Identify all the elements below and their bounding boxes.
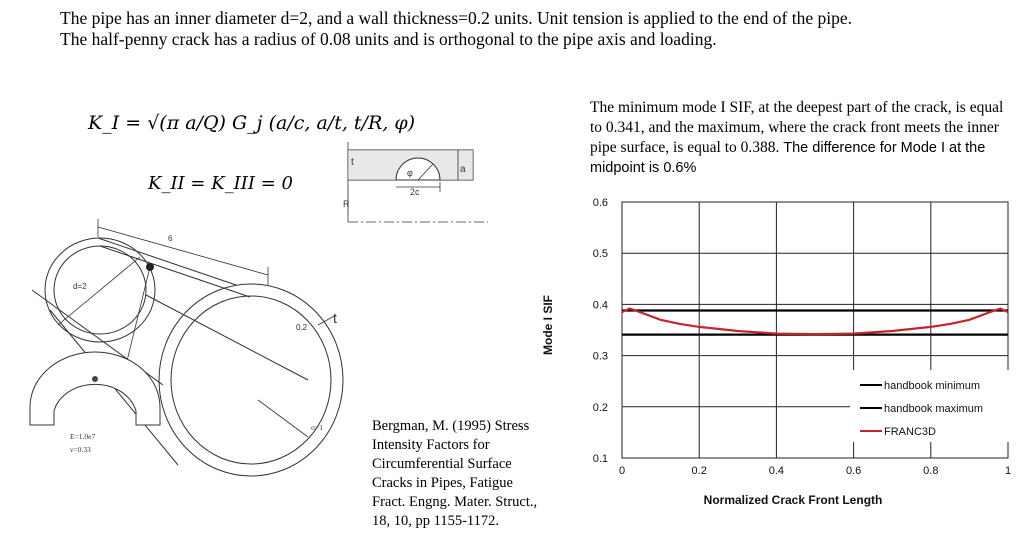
pipe-thickness-label: 0.2 xyxy=(296,323,308,332)
results-note-sans: The difference for Mode I at the midpoint is 0.6% xyxy=(590,140,986,176)
y-tick-label: 0.1 xyxy=(592,453,608,465)
reference-line-4: Cracks in Pipes, Fatigue xyxy=(372,475,513,491)
reference-line-6: 18, 10, pp 1155-1172. xyxy=(372,513,500,529)
equation-k1: K_I = √(π a/Q) G_j (a/c, a/t, t/R, φ) xyxy=(88,112,416,134)
reference-line-5: Fract. Engng. Mater. Struct., xyxy=(372,494,538,510)
pipe-model-drawing xyxy=(18,215,368,535)
x-tick-label: 0.4 xyxy=(768,465,785,477)
x-tick-label: 1 xyxy=(1004,465,1012,477)
poisson-label: ν=0.33 xyxy=(70,445,91,454)
x-tick-label: 0 xyxy=(618,465,626,477)
sketch-label-a: a xyxy=(460,164,466,175)
x-tick-label: 0.6 xyxy=(845,465,862,477)
sketch-label-t: t xyxy=(351,157,354,168)
equation-k2: K_II = K_III = 0 xyxy=(148,173,293,194)
results-note-serif: The minimum mode I SIF, at the deepest part of the crack, is equal to 0.341, and the maximum, where the crack front meets the inner pipe surface, is equal to 0.388. xyxy=(590,99,1004,156)
pipe-length-label: 6 xyxy=(168,234,173,243)
sigma-label: σ=1 xyxy=(311,423,324,432)
results-note xyxy=(590,98,1015,178)
chart-legend xyxy=(850,370,1010,442)
pipe-t-label: t xyxy=(333,310,337,326)
legend-label: FRANC3D xyxy=(884,426,936,438)
intro-line-1: The pipe has an inner diameter d=2, and a wall thickness=0.2 units. Unit tension is applied to the end of the pipe. xyxy=(60,8,852,28)
y-tick-label: 0.4 xyxy=(592,299,608,312)
x-tick-label: 0.8 xyxy=(923,465,939,477)
reference-line-1: Bergman, M. (1995) Stress xyxy=(372,418,530,434)
legend-label: handbook maximum xyxy=(884,403,984,415)
sketch-label-phi: φ xyxy=(407,168,413,178)
modulus-label: E=1.0e7 xyxy=(70,432,96,441)
legend-label: handbook minimum xyxy=(884,380,980,392)
y-tick-label: 0.2 xyxy=(592,401,608,414)
pipe-section-arch xyxy=(30,352,160,425)
sketch-label-R: R xyxy=(343,199,350,209)
x-tick-label: 0.2 xyxy=(691,465,707,477)
y-axis-label: Mode I SIF xyxy=(541,295,555,355)
reference-line-3: Circumferential Surface xyxy=(372,456,512,472)
mode-i-sif-chart xyxy=(530,190,1024,520)
intro-line-2: The half-penny crack has a radius of 0.08 units and is orthogonal to the pipe axis and loading. xyxy=(60,29,717,49)
x-axis-label: Normalized Crack Front Length xyxy=(703,493,883,507)
y-tick-label: 0.6 xyxy=(592,197,608,209)
y-tick-label: 0.5 xyxy=(592,248,608,261)
sketch-label-2c: 2c xyxy=(410,187,420,197)
reference-line-2: Intensity Factors for xyxy=(372,437,490,453)
pipe-diameter-label: d=2 xyxy=(73,282,87,291)
intro-text xyxy=(60,8,1010,50)
y-tick-label: 0.3 xyxy=(592,350,608,363)
